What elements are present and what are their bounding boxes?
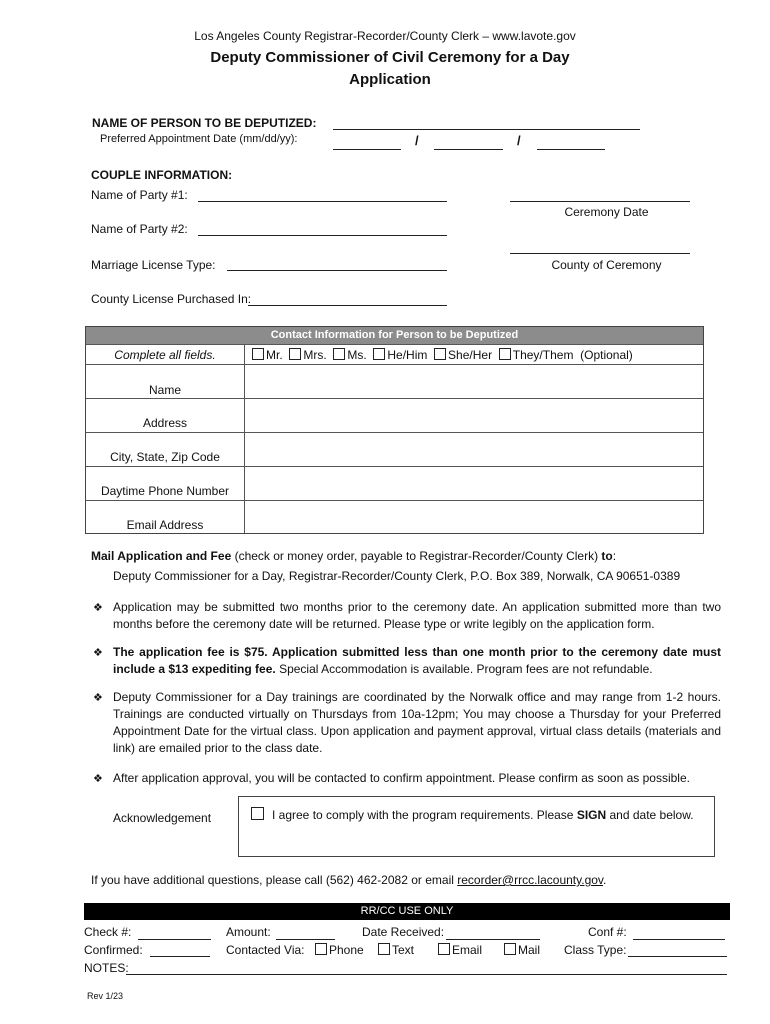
table-row[interactable]	[86, 500, 703, 534]
contact-table-header: Contact Information for Person to be Deputized	[86, 327, 703, 344]
check-number-label: Check #:	[84, 925, 132, 939]
appointment-day-field[interactable]	[434, 149, 503, 150]
agency-line: Los Angeles County Registrar-Recorder/County Clerk – www.lavote.gov	[194, 29, 576, 43]
confirmed-label: Confirmed:	[84, 943, 143, 957]
ceremony-date-field[interactable]	[510, 201, 690, 202]
ms-checkbox[interactable]: Ms.	[333, 348, 366, 362]
party2-label: Name of Party #2:	[91, 222, 188, 236]
bullet-submission-window: Application may be submitted two months prior to the ceremony date. An application submitted more than two months before the ceremony date will be returned. Please type or write legibly on the application form.	[113, 600, 721, 631]
form-title: Deputy Commissioner of Civil Ceremony for a Day	[210, 49, 570, 66]
via-text-checkbox[interactable]: Text	[378, 943, 414, 957]
contact-table	[85, 326, 704, 534]
license-county-label: County License Purchased In:	[91, 292, 252, 306]
amount-field[interactable]	[276, 939, 335, 940]
bullet-trainings: Deputy Commissioner for a Day trainings are coordinated by the Norwalk office and may range from 1-2 hours. Trainings are conducted virtually on Thursdays from 10a-12pm; You may choose a Thursday for your Preferred Appointment Date for the virtual class. Upon application and payment approval, virtual class details (materials and link) are emailed prior to the class date.	[113, 690, 721, 755]
form-title-2: Application	[349, 71, 431, 88]
city-state-zip-row-label: City, State, Zip Code	[110, 450, 220, 464]
conf-number-field[interactable]	[633, 939, 725, 940]
appointment-date-label: Preferred Appointment Date (mm/dd/yy):	[100, 133, 298, 145]
date-received-field[interactable]	[446, 939, 540, 940]
table-row[interactable]	[86, 364, 703, 399]
table-row[interactable]	[86, 432, 703, 467]
acknowledgement-label: Acknowledgement	[113, 811, 212, 825]
amount-label: Amount:	[226, 925, 271, 939]
he-him-checkbox[interactable]: He/Him	[373, 348, 427, 362]
optional-note: (Optional)	[580, 348, 633, 362]
deputized-name-label: NAME OF PERSON TO BE DEPUTIZED:	[92, 116, 317, 130]
address-row-label: Address	[142, 416, 188, 430]
salutation-options	[252, 348, 633, 362]
email-link[interactable]: recorder@rrcc.lacounty.gov	[457, 873, 604, 887]
agree-checkbox[interactable]	[251, 807, 264, 820]
license-type-label: Marriage License Type:	[91, 258, 216, 272]
date-slash-1: /	[415, 133, 419, 148]
bullet-approval: After application approval, you will be contacted to confirm appointment. Please confirm as soon as possible.	[113, 771, 690, 785]
ceremony-date-label: Ceremony Date	[564, 205, 649, 219]
date-received-label: Date Received:	[362, 925, 445, 939]
party1-field[interactable]	[198, 201, 447, 202]
revision-label: Rev 1/23	[87, 991, 124, 1001]
class-type-label: Class Type:	[564, 943, 627, 957]
name-row-label: Name	[148, 383, 181, 397]
salutation-row	[86, 344, 703, 365]
table-row[interactable]	[86, 398, 703, 433]
ceremony-county-label: County of Ceremony	[551, 258, 662, 272]
notes-field[interactable]	[126, 974, 727, 975]
bullet-icon: ❖	[93, 602, 103, 614]
she-her-checkbox[interactable]: She/Her	[434, 348, 492, 362]
via-email-checkbox[interactable]: Email	[438, 943, 482, 957]
email-row-label: Email Address	[126, 518, 204, 532]
party1-label: Name of Party #1:	[91, 188, 188, 202]
bullet-icon: ❖	[93, 773, 103, 785]
confirmed-field[interactable]	[150, 956, 210, 957]
via-phone-checkbox[interactable]: Phone	[315, 943, 364, 957]
office-use-banner: RR/CC USE ONLY	[84, 903, 730, 920]
date-slash-2: /	[517, 133, 521, 148]
via-mail-checkbox[interactable]: Mail	[504, 943, 540, 957]
bullet-fees: The application fee is $75. Application submitted less than one month prior to the ceremony date must include a $13 expediting fee. Special Accommodation is available. Program fees are not refundable.	[113, 645, 721, 676]
they-them-checkbox[interactable]: They/Them	[499, 348, 574, 362]
license-county-field[interactable]	[248, 305, 447, 306]
complete-all-fields-note: Complete all fields.	[114, 348, 216, 362]
questions-line: If you have additional questions, please call (562) 462-2082 or email recorder@rrcc.lacounty.gov.	[91, 873, 607, 887]
appointment-month-field[interactable]	[333, 149, 401, 150]
contacted-via-label: Contacted Via:	[226, 943, 305, 957]
license-type-field[interactable]	[227, 270, 447, 271]
phone-row-label: Daytime Phone Number	[100, 484, 230, 498]
agree-text: I agree to comply with the program requirements. Please SIGN and date below.	[272, 808, 694, 822]
mr-checkbox[interactable]: Mr.	[252, 348, 283, 362]
deputized-name-field[interactable]	[333, 129, 640, 130]
class-type-field[interactable]	[628, 956, 727, 957]
bullet-icon: ❖	[93, 692, 103, 704]
notes-label: NOTES:	[84, 961, 129, 975]
acknowledgement-box	[238, 796, 715, 857]
check-number-field[interactable]	[138, 939, 211, 940]
mail-instructions: Mail Application and Fee (check or money order, payable to Registrar-Recorder/County Clerk) to:	[91, 549, 617, 563]
party2-field[interactable]	[198, 235, 447, 236]
mail-address: Deputy Commissioner for a Day, Registrar-Recorder/County Clerk, P.O. Box 389, Norwalk, CA 90651-0389	[113, 569, 681, 583]
ceremony-county-field[interactable]	[510, 253, 690, 254]
bullet-icon: ❖	[93, 647, 103, 659]
couple-heading: COUPLE INFORMATION:	[91, 168, 233, 182]
appointment-year-field[interactable]	[537, 149, 605, 150]
conf-number-label: Conf #:	[588, 925, 627, 939]
mrs-checkbox[interactable]: Mrs.	[289, 348, 326, 362]
table-row[interactable]	[86, 466, 703, 501]
